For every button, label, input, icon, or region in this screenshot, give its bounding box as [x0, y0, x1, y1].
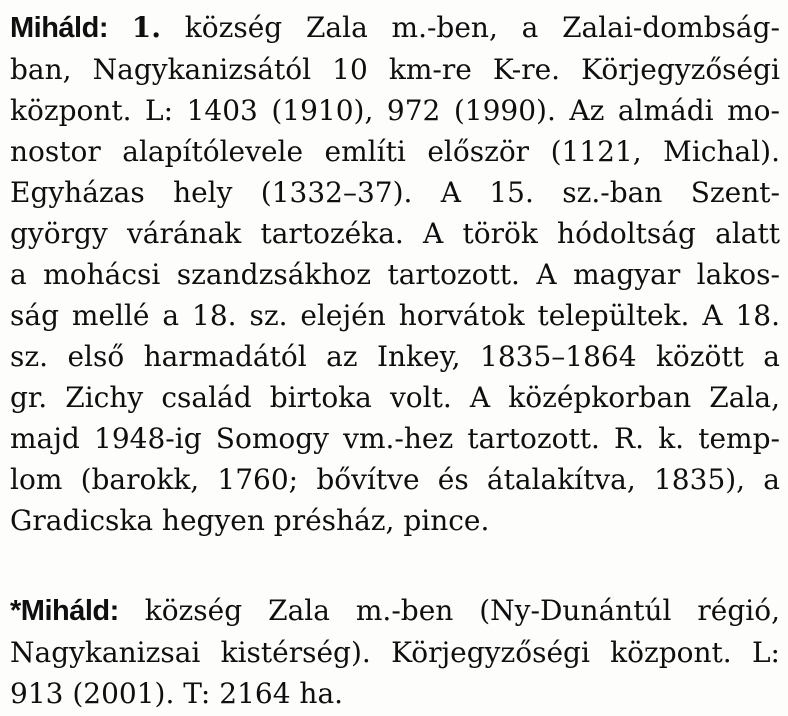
- text-line: gr. Zichy család birtoka volt. A középkorban Zala,: [10, 381, 780, 414]
- text-line: majd 1948-ig Somogy vm.-hez tartozott. R. k. temp-: [10, 422, 780, 455]
- text-line: Nagykanizsai kistérség). Körjegyzőségi központ. L:: [10, 636, 780, 669]
- text-line: ban, Nagykanizsától 10 km-re K-re. Körjegyzőségi: [10, 53, 780, 86]
- text-line: [10, 590, 780, 632]
- text-line: a mohácsi szandzsákhoz tartozott. A magyar lakos-: [10, 258, 780, 291]
- text-line: györgy várának tartozéka. A török hódoltság alatt: [10, 217, 780, 250]
- line-text: község Zala m.-ben (Ny-Dunántúl régió,: [144, 594, 780, 627]
- text-line: központ. L: 1403 (1910), 972 (1990). Az almádi mo-: [10, 94, 780, 127]
- text-line: [10, 7, 780, 49]
- text-line: 913 (2001). T: 2164 ha.: [10, 677, 344, 710]
- text-line: lom (barokk, 1760; bővítve és átalakítva, 1835), a: [10, 463, 780, 496]
- entry-mihald-1: [10, 7, 780, 541]
- text-line: Gradicska hegyen présház, pince.: [10, 504, 490, 537]
- entry-headword: *Miháld:: [10, 595, 119, 627]
- text-line: Egyházas hely (1332–37). A 15. sz.-ban Szent-: [10, 176, 780, 209]
- entry-headword: Miháld:: [10, 12, 108, 44]
- entry-mihald-2: [10, 590, 780, 714]
- text-line: ság mellé a 18. sz. elején horvátok települtek. A 18.: [10, 299, 780, 332]
- text-line: nostor alapítólevele említi először (1121, Michal).: [10, 135, 780, 168]
- line-text: község Zala m.-ben, a Zalai-dombság-: [184, 11, 780, 44]
- sense-number: 1.: [131, 11, 161, 44]
- text-line: sz. első harmadától az Inkey, 1835–1864 között a: [10, 340, 780, 373]
